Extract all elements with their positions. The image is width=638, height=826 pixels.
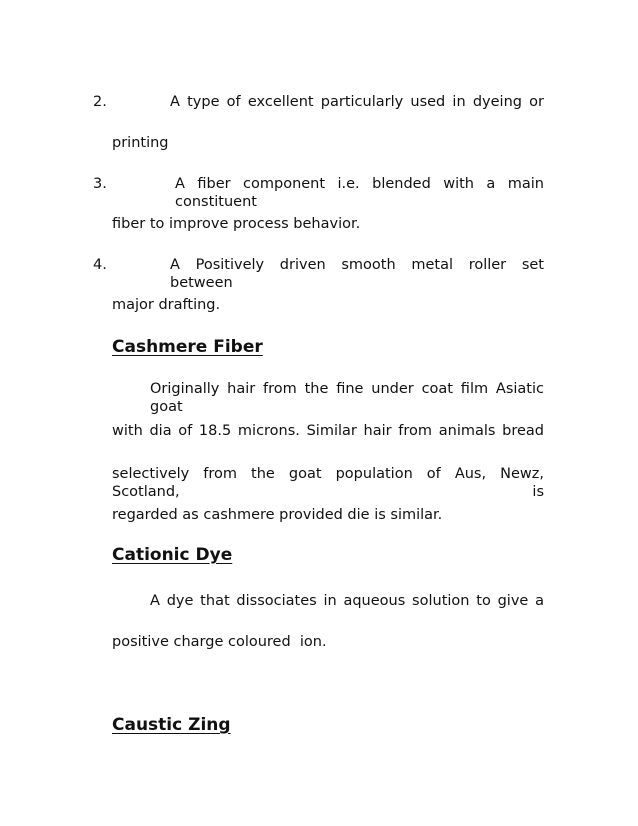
item-definition-line: A Positively driven smooth metal roller set between <box>170 257 544 291</box>
section-body-line: A dye that dissociates in aqueous solution to give a <box>150 593 544 609</box>
section-body-line: selectively from the goat population of Aus, Newz, Scotland, is <box>112 466 544 500</box>
section-body-line: with dia of 18.5 microns. Similar hair from animals bread <box>112 423 544 439</box>
section-heading: Cashmere Fiber <box>112 337 263 357</box>
item-number: 3. <box>93 176 107 192</box>
item-definition-line: printing <box>112 135 169 151</box>
item-number: 4. <box>93 257 107 273</box>
item-number: 2. <box>93 94 107 110</box>
item-definition-line: A type of excellent particularly used in dyeing or <box>170 94 544 110</box>
section-body-line: Originally hair from the fine under coat film Asiatic goat <box>150 381 544 415</box>
section-heading: Cationic Dye <box>112 545 233 565</box>
item-definition-line: fiber to improve process behavior. <box>112 216 361 232</box>
section-heading: Caustic Zing <box>112 715 231 735</box>
item-definition-line: major drafting. <box>112 297 221 313</box>
item-definition-line: A fiber component i.e. blended with a main constituent <box>175 176 544 210</box>
section-body-line: positive charge coloured ion. <box>112 634 327 650</box>
section-body-line: regarded as cashmere provided die is similar. <box>112 507 443 523</box>
